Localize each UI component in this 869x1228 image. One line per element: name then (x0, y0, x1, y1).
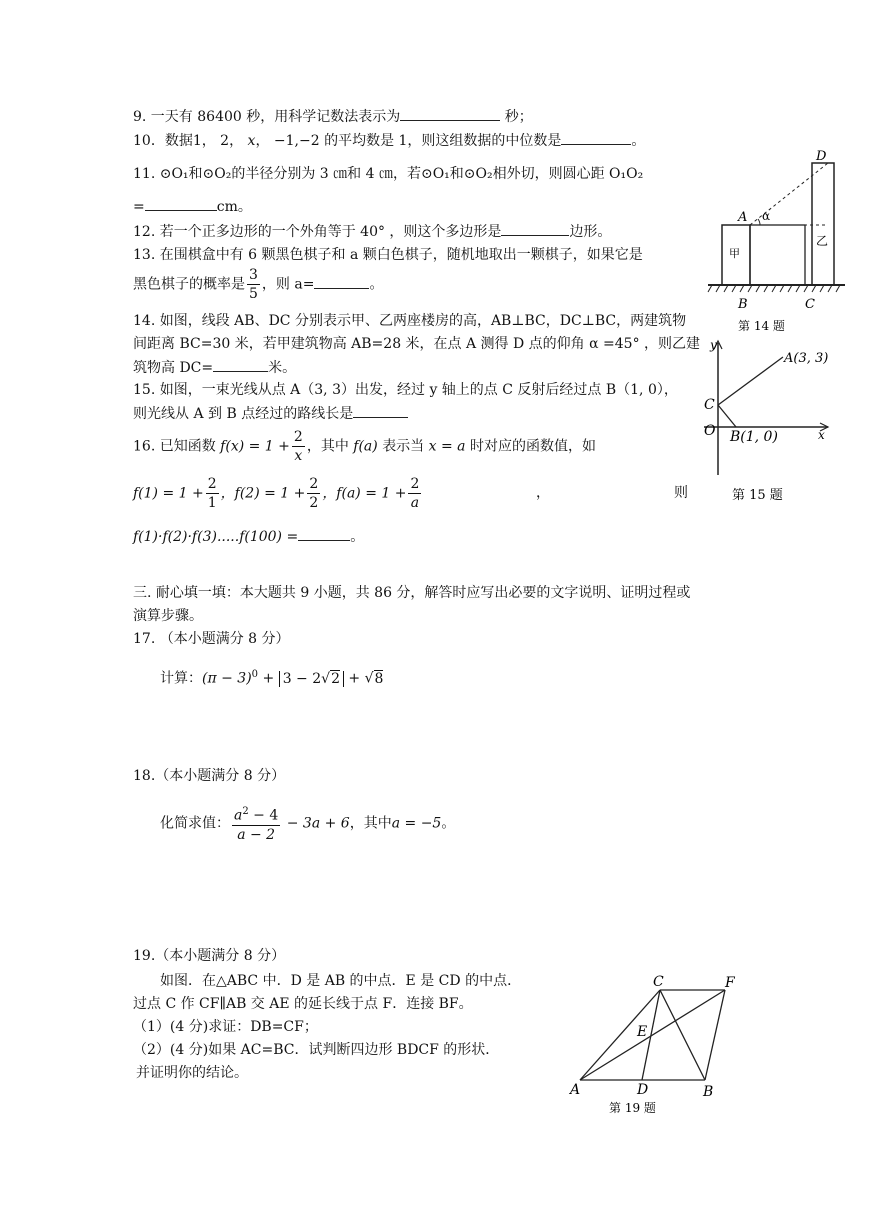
sqrt-sign: √ (364, 670, 374, 687)
question-18-head: 18.（本小题满分 8 分） (133, 768, 286, 784)
radicand: 8 (374, 670, 384, 687)
segment-CB (660, 990, 705, 1080)
question-15-line1: 15. 如图，一束光线从点 A（3, 3）出发，经过 y 轴上的点 C 反射后经过点 B（1, 0）， (133, 382, 678, 398)
plus: + (258, 670, 279, 687)
question-14-line1: 14. 如图，线段 AB、DC 分别表示甲、乙两座楼房的高，AB⊥BC，DC⊥BC，两建筑物 (133, 313, 687, 329)
question-19-line4: （2）(4 分)如果 AC=BC．试判断四边形 BDCF 的形状． (133, 1042, 500, 1058)
q11-unit: cm。 (216, 199, 252, 215)
q18-post: 。 (441, 815, 456, 832)
section-3-line2: 演算步骤。 (133, 608, 203, 624)
q12-post: 边形。 (569, 224, 612, 240)
q11-eq: = (133, 199, 145, 215)
f2: ，f(2) = 1 + (220, 485, 306, 502)
ray-A-to-C (718, 357, 783, 405)
building-middle (750, 225, 805, 285)
question-19-line5: 并证明你的结论。 (136, 1065, 248, 1081)
q9-text: 9. 一天有 86400 秒，用科学记数法表示为 (133, 109, 401, 125)
abs-inner: 3 − 2 (282, 670, 322, 687)
q13-mid: ，则 a= (261, 276, 315, 293)
question-19-head: 19.（本小题满分 8 分） (133, 948, 286, 964)
angle-arc (758, 219, 760, 225)
ray-C-to-B (718, 405, 736, 427)
question-16-line1 (133, 428, 688, 465)
caption-19: 第 19 题 (609, 1101, 656, 1115)
caption-15: 第 15 题 (732, 488, 783, 503)
question-13-line1: 13. 在围棋盒中有 6 颗黑色棋子和 a 颗白色棋子，随机地取出一颗棋子，如果它是 (133, 247, 643, 263)
frac-num: 2 (309, 476, 319, 492)
q16-comma: ， (536, 485, 550, 501)
sqrt-sign: √ (321, 670, 331, 687)
frac-num: 3 (249, 267, 258, 283)
question-13-line2 (133, 266, 383, 303)
q10-mid: ， −1,−2 的平均数是 1，则这组数据的中位数是 (255, 133, 562, 149)
q14-text: 筑物高 DC= (133, 360, 214, 376)
q17-label: 计算： (160, 670, 202, 687)
label-x: x (818, 428, 825, 442)
question-10 (133, 130, 645, 151)
exponent: 2 (242, 806, 249, 817)
x-eq-a: x = a (428, 438, 466, 455)
minus-4: − 4 (248, 807, 279, 824)
question-19-line3: （1）(4 分)求证：DB=CF； (133, 1019, 318, 1035)
label-C: C (653, 974, 664, 990)
a-value: a = −5 (391, 815, 442, 832)
q16-text: 16. 已知函数 (133, 438, 216, 455)
label-y: y (710, 338, 717, 352)
label-D: D (816, 149, 827, 164)
q18-label: 化简求值： (160, 815, 230, 832)
frac-den: x (294, 448, 303, 464)
label-C: C (805, 297, 815, 312)
label-D: D (637, 1082, 649, 1098)
question-17-expr (160, 662, 383, 692)
q10-post: 。 (631, 133, 646, 149)
segment-AC (580, 990, 660, 1080)
frac-den: 1 (207, 495, 217, 511)
fraction-2-a (408, 475, 421, 512)
radicand: 2 (331, 670, 340, 687)
q16-text-d: 时对应的函数值，如 (469, 438, 596, 455)
label-C: C (704, 397, 715, 413)
q12-text: 12. 若一个正多边形的一个外角等于 40° ，则这个多边形是 (133, 224, 502, 240)
fraction-3-5 (247, 266, 260, 303)
segment-FB (705, 990, 725, 1080)
building-yi (812, 163, 834, 285)
q16-then: 则 (674, 485, 688, 501)
frac-den: a (410, 495, 420, 511)
answer-blank (353, 403, 408, 418)
label-B: B (738, 297, 748, 312)
fraction-expr (232, 803, 280, 844)
figure-19 (565, 970, 755, 1120)
question-9 (133, 106, 533, 127)
frac-num: 2 (410, 476, 420, 492)
absolute-value (279, 671, 344, 687)
fa2: ，f(a) = 1 + (322, 485, 407, 502)
product-expr: f(1)·f(2)·f(3).....f(100) = (133, 529, 299, 545)
label-alpha: α (762, 209, 771, 223)
q10-text: 10．数据1， 2， (133, 133, 248, 149)
question-15-line2 (133, 403, 408, 424)
q16-text-c: 表示当 (382, 438, 425, 455)
label-F: F (725, 975, 735, 991)
label-yi: 乙 (816, 234, 829, 248)
exponent: 0 (251, 669, 259, 680)
f1: f(1) = 1 + (133, 485, 204, 502)
label-jia: 甲 (729, 247, 740, 260)
answer-blank (314, 274, 369, 289)
question-17-head: 17. （本小题满分 8 分） (133, 631, 290, 647)
frac-den: 5 (249, 286, 258, 302)
question-11-line2 (133, 196, 252, 217)
frac-num (232, 803, 280, 826)
question-14-line3 (133, 357, 296, 378)
q16-post: 。 (350, 529, 365, 545)
label-A: A(3, 3) (784, 351, 829, 366)
answer-blank (561, 130, 631, 145)
question-16-line3 (133, 526, 364, 547)
q13-text: 黑色棋子的概率是 (133, 276, 245, 293)
caption-14: 第 14 题 (738, 319, 785, 333)
fraction-2-1 (206, 475, 219, 512)
frac-den: a − 2 (237, 826, 276, 843)
q10-x: x (247, 133, 256, 149)
question-16-line2 (133, 475, 423, 512)
label-E: E (637, 1024, 648, 1040)
answer-blank (298, 526, 350, 541)
answer-blank (213, 357, 268, 372)
frac-den: 2 (309, 495, 319, 511)
question-18-expr (160, 803, 455, 844)
pi-minus-3: (π − 3) (202, 670, 252, 687)
plus: + (343, 670, 365, 687)
q15-text: 则光线从 A 到 B 点经过的路线长是 (133, 406, 354, 422)
question-11-line1: 11. ⊙O₁和⊙O₂的半径分别为 3 ㎝和 4 ㎝，若⊙O₁和⊙O₂相外切，则圆心距 O₁O₂ (133, 166, 644, 182)
figure-15 (700, 335, 850, 505)
label-A: A (570, 1082, 581, 1098)
question-12 (133, 221, 611, 242)
question-14-line2: 间距离 BC=30 米，若甲建筑物高 AB=28 米，在点 A 测得 D 点的仰角 α =45° ，则乙建 (133, 336, 701, 352)
question-19-line2: 过点 C 作 CF∥AB 交 AE 的延长线于点 F．连接 BF。 (133, 996, 473, 1012)
q18-tail: ，其中 (349, 815, 392, 832)
answer-blank (145, 196, 217, 211)
ground-hatch (708, 285, 840, 292)
q13-post: 。 (369, 276, 384, 293)
var-a: a (234, 807, 243, 824)
q16-text-b: ，其中 (306, 438, 349, 455)
rest-expr: − 3a + 6 (282, 815, 350, 832)
answer-blank (400, 106, 500, 121)
section-3-line1: 三. 耐心填一填：本大题共 9 小题，共 86 分，解答时应写出必要的文字说明、证明过程或 (133, 585, 691, 601)
figure-14 (700, 145, 850, 340)
frac-num: 2 (293, 429, 303, 445)
function-def: f(x) = 1 + (220, 438, 290, 455)
question-19-line1: 如图．在△ABC 中．D 是 AB 的中点．E 是 CD 的中点． (160, 973, 522, 989)
label-A: A (738, 210, 748, 225)
fraction-2-2 (307, 475, 320, 512)
label-B: B (703, 1084, 714, 1100)
label-B: B(1, 0) (730, 429, 778, 445)
answer-blank (501, 221, 569, 236)
fraction-2-x (292, 428, 305, 465)
segment-AF (580, 990, 725, 1080)
label-O: O (704, 423, 716, 439)
q9-post: 秒； (500, 109, 533, 125)
fa: f(a) (353, 438, 378, 455)
q14-post: 米。 (268, 360, 297, 376)
frac-num: 2 (207, 476, 217, 492)
